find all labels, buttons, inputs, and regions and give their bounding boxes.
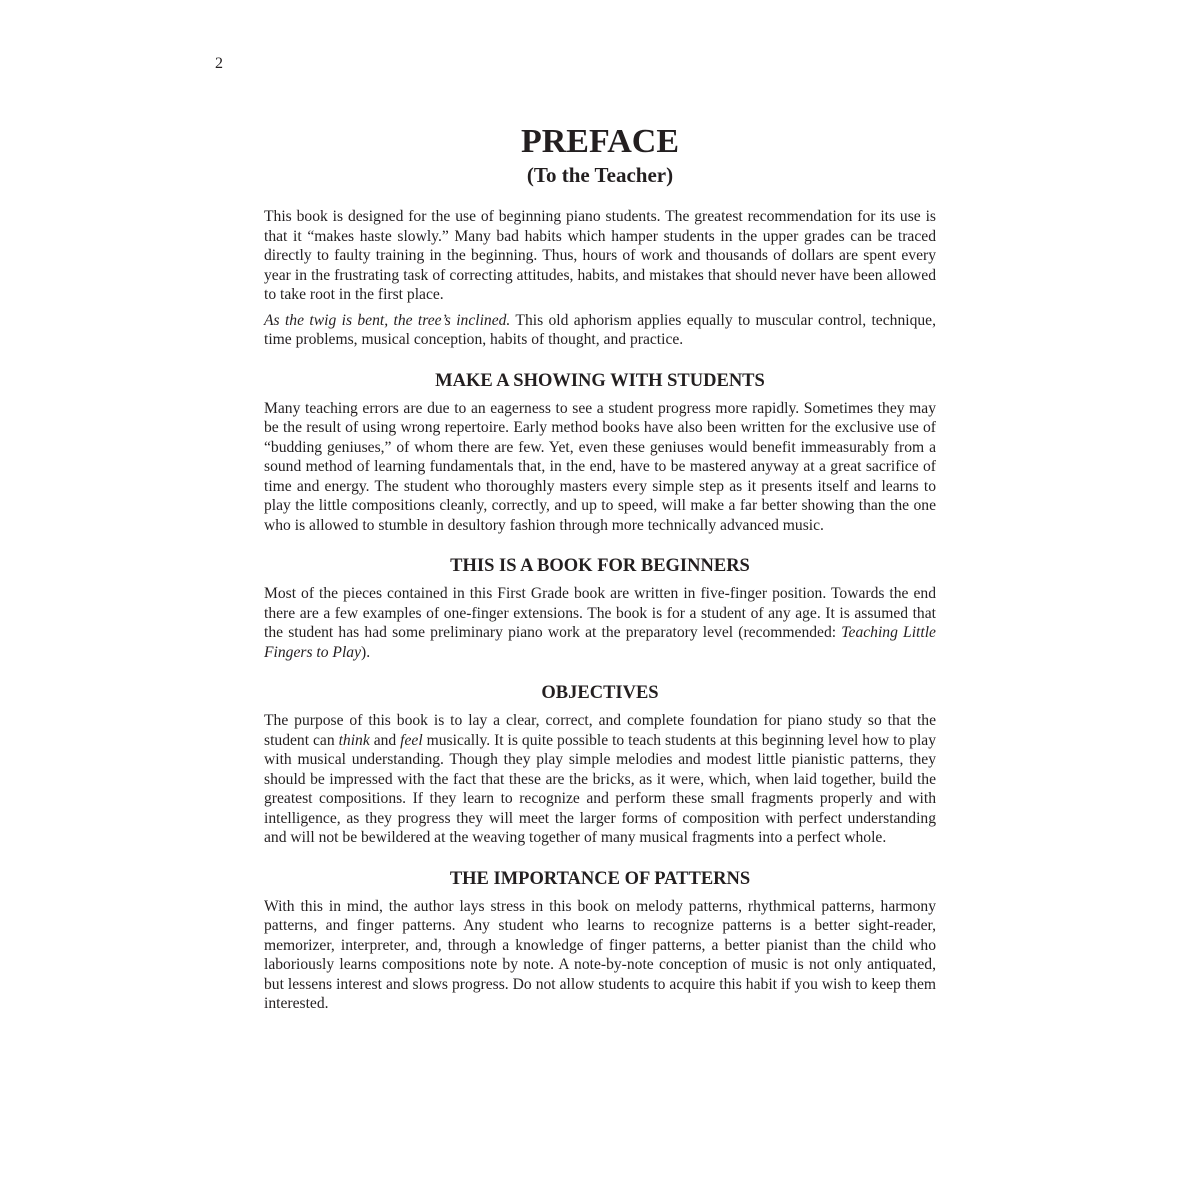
intro-paragraph-1: This book is designed for the use of beginning piano students. The greatest recommendation for its use is that it “makes haste slowly.” Many bad habits which hamper students in the upper grades can be traced directly to faulty training in the beginning. Thus, hours of work and thousands of dollars are spent every year in the frustrating task of correcting attitudes, habits, and mistakes that should never have been allowed to take root in the first place. [264, 208, 936, 303]
aphorism-rest: This old aphorism applies equally to muscular control, technique, time problems, musical conception, habits of thought, and practice. [264, 311, 936, 348]
title-block [0, 122, 1200, 188]
objectives-text-c: musically. It is quite possible to teach students at this beginning level how to play with musical understanding. Though they play simple melodies and modest little pianistic patterns, they should be impressed with the fact that these are the bricks, as it were, which, when laid together, build the greatest compositions. If they learn to recognize and perform these small fragments properly and with intelligence, as they progress they will meet the larger forms of composition with perfect understanding and will not be bewildered at the weaving together of many musical fragments into a perfect whole. [264, 731, 937, 846]
section-body-objectives [264, 711, 936, 848]
section-body-showing: Many teaching errors are due to an eagerness to see a student progress more rapidly. Sometimes they may be the result of using wrong repertoire. Early method books have also been written for the exclusive use of “budding geniuses,” of whom there are few. Yet, even these geniuses would benefit immeasurably from a sound method of learning fundamentals that, in the end, have to be mastered anyway at a great sacrifice of time and energy. The student who thoroughly masters every simple step as it presents itself and learns to play the little compositions cleanly, correctly, and up to speed, will make a far better showing than the one who is allowed to stumble in desultory fashion through more technically advanced music. [264, 399, 936, 534]
beginners-book-title: Teaching Little Fingers to Play [264, 624, 936, 661]
section-heading-beginners: THIS IS A BOOK FOR BEGINNERS [450, 556, 750, 576]
beginners-text-start: Most of the pieces contained in this First Grade book are written in five-finger position. Towards the end there are a few examples of one-finger extensions. The book is for a student of any age. It is assumed that the student has had some preliminary piano work at the preparatory level (recommended: [264, 585, 936, 641]
beginners-text-end: ). [361, 643, 371, 661]
page-title: PREFACE [520, 123, 680, 160]
page-subtitle: (To the Teacher) [526, 163, 674, 187]
section-heading-objectives: OBJECTIVES [541, 683, 659, 703]
objectives-text-a: The purpose of this book is to lay a clear, correct, and complete foundation for piano study so that the student can [264, 712, 936, 749]
objectives-think: think [338, 731, 370, 749]
document-body [264, 207, 936, 1020]
section-heading-showing: MAKE A SHOWING WITH STUDENTS [435, 370, 765, 391]
intro-paragraph-2 [264, 311, 936, 350]
section-body-beginners [264, 584, 936, 662]
aphorism-italic: As the twig is bent, the tree’s inclined. [264, 311, 511, 329]
section-heading-patterns: THE IMPORTANCE OF PATTERNS [449, 868, 751, 889]
objectives-feel: feel [400, 731, 423, 749]
page-number: 2 [215, 55, 223, 72]
section-body-patterns: With this in mind, the author lays stress in this book on melody patterns, rhythmical patterns, harmony patterns, and finger patterns. Any student who learns to recognize patterns is a better sight-reader, memorizer, interpreter, and, through a knowledge of finger patterns, a better pianist than the child who laboriously learns compositions note by note. A note-by-note conception of music is not only antiquated, but lessens interest and slows progress. Do not allow students to acquire this habit if you wish to keep them interested. [264, 897, 936, 1012]
objectives-text-b: and [369, 731, 401, 749]
